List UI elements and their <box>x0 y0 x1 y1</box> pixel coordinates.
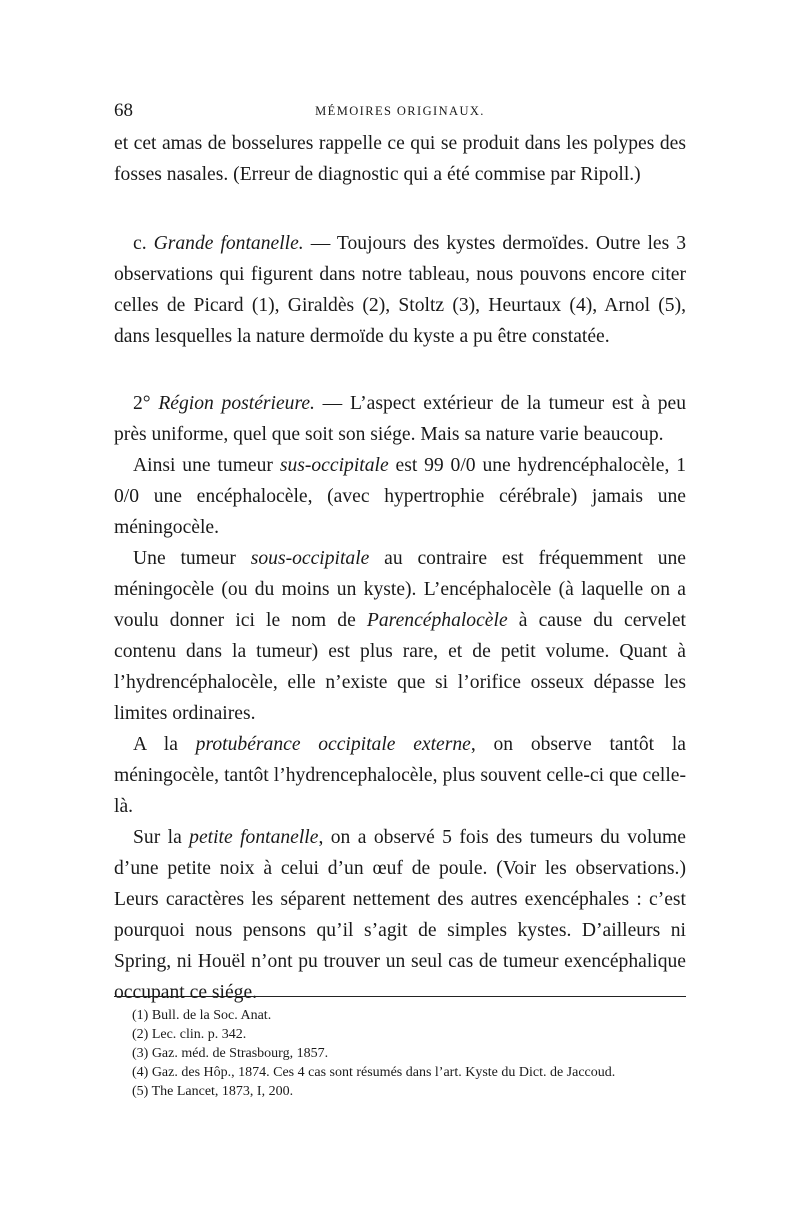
running-title: MÉMOIRES ORIGINAUX. <box>315 104 485 118</box>
section-heading-region-posterieure: Région postérieure. <box>158 393 315 414</box>
paragraph-region-posterieure: 2° Région postérieure. — L’aspect extérieur de la tumeur est à peu près uniforme, quel que soit son siége. Mais sa nature varie beaucoup. <box>114 393 687 445</box>
footnotes <box>114 1006 686 1101</box>
footnote: (3) Gaz. méd. de Strasbourg, 1857. <box>132 1046 329 1061</box>
section-heading-grande-fontanelle: Grande fontanelle. <box>153 233 304 254</box>
paragraph-continuation: et cet amas de bosselures rappelle ce qui se produit dans les polypes des fosses nasales. (Erreur de diagnostic qui a été commise par Ripoll.) <box>114 133 686 185</box>
footnote-divider <box>114 996 686 997</box>
page-number: 68 <box>114 100 133 121</box>
main-text <box>114 128 686 1008</box>
paragraph-sous-occipitale: Une tumeur sous-occipitale au contraire est fréquemment une méningocèle (ou du moins un kyste). L’encéphalocèle (à laquelle on a voulu donner ici le nom de Parencéphalocèle à cause du cervelet contenu dans la tumeur) est plus rare, et de petit volume. Quant à l’hydrencéphalocèle, elle n’existe que si l’orifice osseux dépasse les limites ordinaires. <box>114 548 686 724</box>
paragraph-grande-fontanelle: c. Grande fontanelle. — Toujours des kystes dermoïdes. Outre les 3 observations qui figurent dans notre tableau, nous pouvons encore citer celles de Picard (1), Giraldès (2), Stoltz (3), Heurtaux (4), Arnol (5), dans lesquelles la nature dermoïde du kyste a pu être constatée. <box>114 233 687 347</box>
paragraph-sus-occipitale: Ainsi une tumeur sus-occipitale est 99 0/0 une hydrencéphalocèle, 1 0/0 une encéphalocèle, (avec hypertrophie cérébrale) jamais une méningocèle. <box>114 455 686 538</box>
footnote: (4) Gaz. des Hôp., 1874. Ces 4 cas sont résumés dans l’art. Kyste du Dict. de Jaccoud. <box>132 1065 616 1080</box>
footnote: (1) Bull. de la Soc. Anat. <box>132 1008 272 1023</box>
footnote: (5) The Lancet, 1873, I, 200. <box>132 1084 294 1099</box>
paragraph-petite-fontanelle: Sur la petite fontanelle, on a observé 5 fois des tumeurs du volume d’une petite noix à celui d’un œuf de poule. (Voir les observations.) Leurs caractères les séparent nettement des autres exencéphales : c’est pourquoi nous pensons qu’il s’agit de simples kystes. D’ailleurs ni Spring, ni Houël n’ont pu trouver un seul cas de tumeur exencéphalique occupant ce siége. <box>114 827 686 1003</box>
footnote: (2) Lec. clin. p. 342. <box>132 1027 247 1042</box>
paragraph-protuberance: A la protubérance occipitale externe, on observe tantôt la méningocèle, tantôt l’hydrencephalocèle, plus souvent celle-ci que celle-là. <box>114 734 686 817</box>
page-header <box>114 100 686 126</box>
